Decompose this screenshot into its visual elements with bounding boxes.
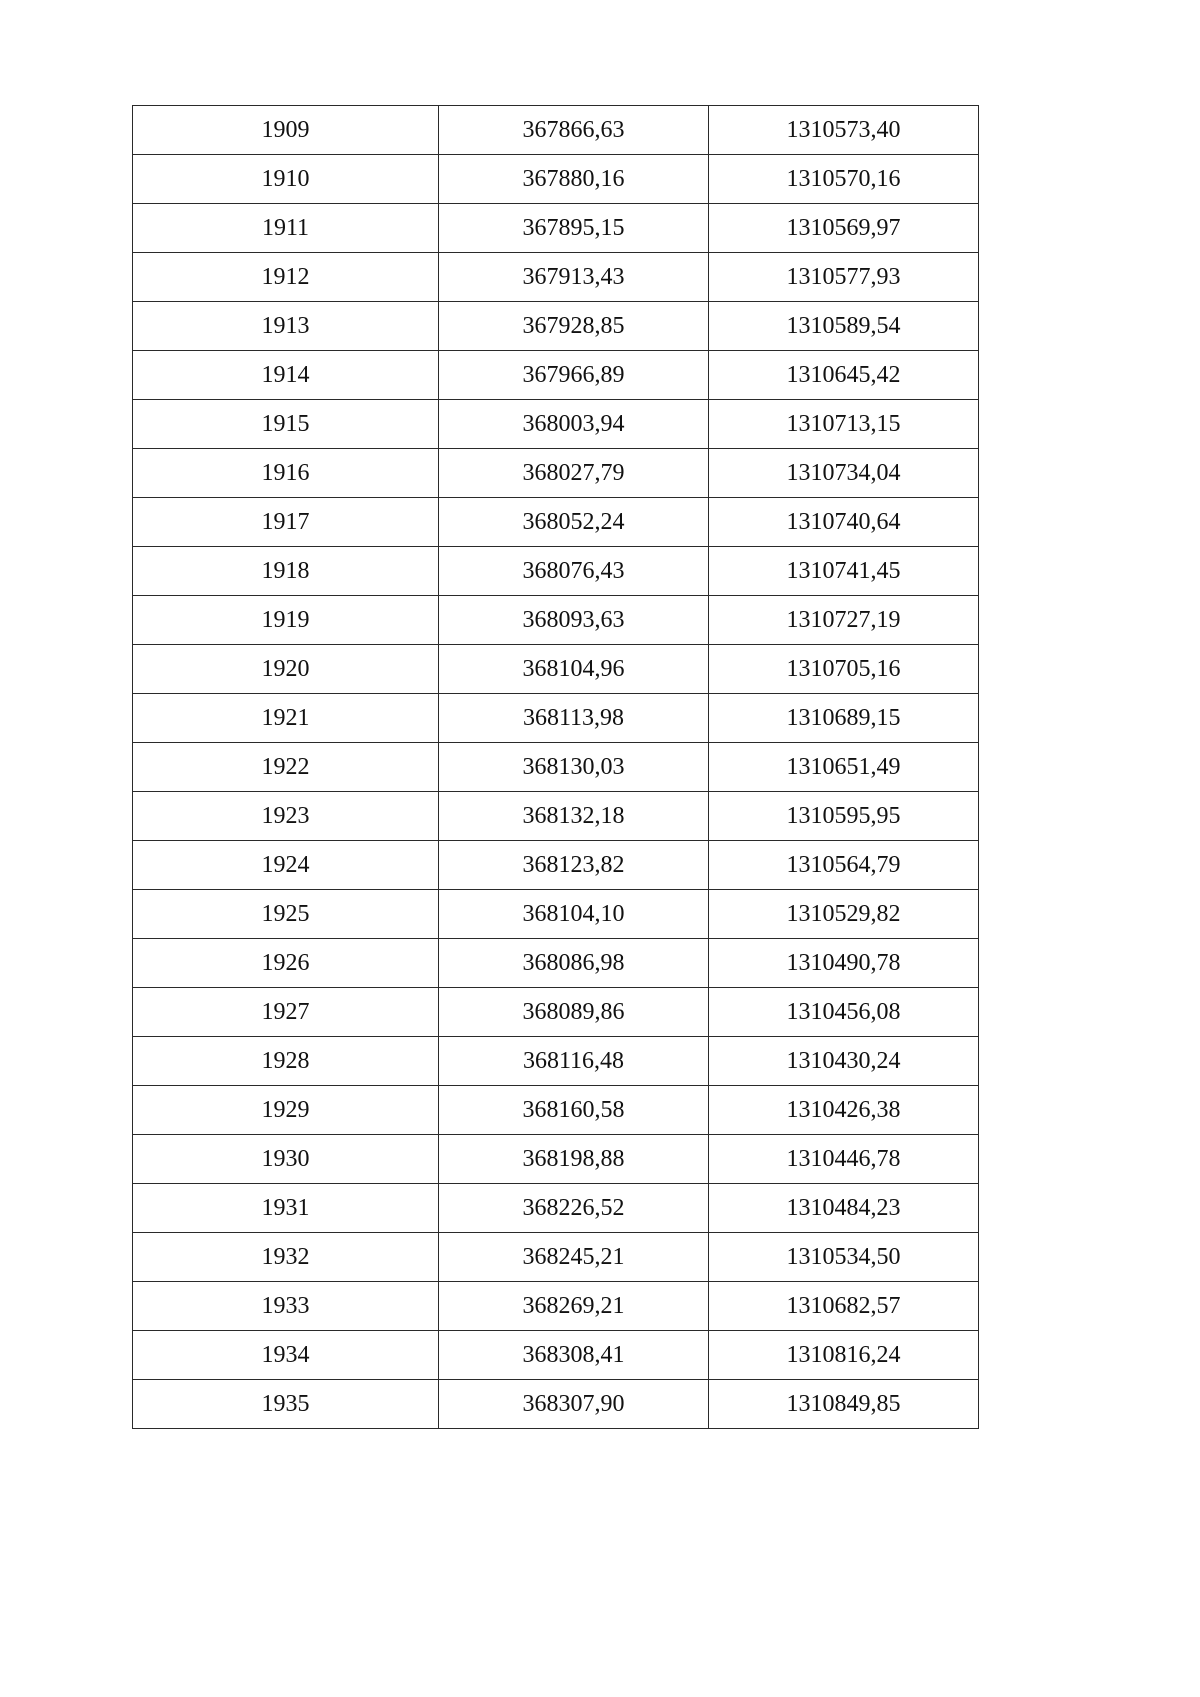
point-number-cell: 1926 <box>133 939 439 988</box>
y-coordinate-cell: 1310564,79 <box>709 841 979 890</box>
y-coordinate-cell: 1310741,45 <box>709 547 979 596</box>
y-coordinate-cell: 1310713,15 <box>709 400 979 449</box>
point-number-cell: 1935 <box>133 1380 439 1429</box>
table-row <box>133 841 979 890</box>
x-coordinate-cell: 368093,63 <box>439 596 709 645</box>
table-row <box>133 645 979 694</box>
point-number-cell: 1918 <box>133 547 439 596</box>
x-coordinate-cell: 368198,88 <box>439 1135 709 1184</box>
x-coordinate-cell: 368116,48 <box>439 1037 709 1086</box>
y-coordinate-cell: 1310740,64 <box>709 498 979 547</box>
table-row <box>133 449 979 498</box>
point-number-cell: 1909 <box>133 106 439 155</box>
x-coordinate-cell: 368123,82 <box>439 841 709 890</box>
point-number-cell: 1923 <box>133 792 439 841</box>
y-coordinate-cell: 1310734,04 <box>709 449 979 498</box>
table-row <box>133 939 979 988</box>
point-number-cell: 1922 <box>133 743 439 792</box>
x-coordinate-cell: 368245,21 <box>439 1233 709 1282</box>
y-coordinate-cell: 1310484,23 <box>709 1184 979 1233</box>
table-row <box>133 498 979 547</box>
table-row <box>133 596 979 645</box>
x-coordinate-cell: 368089,86 <box>439 988 709 1037</box>
point-number-cell: 1916 <box>133 449 439 498</box>
y-coordinate-cell: 1310570,16 <box>709 155 979 204</box>
y-coordinate-cell: 1310816,24 <box>709 1331 979 1380</box>
x-coordinate-cell: 368076,43 <box>439 547 709 596</box>
table-row <box>133 1282 979 1331</box>
x-coordinate-cell: 367966,89 <box>439 351 709 400</box>
table-row <box>133 1331 979 1380</box>
y-coordinate-cell: 1310529,82 <box>709 890 979 939</box>
point-number-cell: 1913 <box>133 302 439 351</box>
table-row <box>133 1135 979 1184</box>
point-number-cell: 1929 <box>133 1086 439 1135</box>
table-row <box>133 547 979 596</box>
y-coordinate-cell: 1310727,19 <box>709 596 979 645</box>
x-coordinate-cell: 367880,16 <box>439 155 709 204</box>
x-coordinate-cell: 368104,10 <box>439 890 709 939</box>
point-number-cell: 1914 <box>133 351 439 400</box>
x-coordinate-cell: 368086,98 <box>439 939 709 988</box>
table-row <box>133 890 979 939</box>
point-number-cell: 1931 <box>133 1184 439 1233</box>
x-coordinate-cell: 368307,90 <box>439 1380 709 1429</box>
point-number-cell: 1911 <box>133 204 439 253</box>
x-coordinate-cell: 368269,21 <box>439 1282 709 1331</box>
y-coordinate-cell: 1310689,15 <box>709 694 979 743</box>
y-coordinate-cell: 1310682,57 <box>709 1282 979 1331</box>
x-coordinate-cell: 368130,03 <box>439 743 709 792</box>
x-coordinate-cell: 367866,63 <box>439 106 709 155</box>
y-coordinate-cell: 1310534,50 <box>709 1233 979 1282</box>
table-row <box>133 1086 979 1135</box>
point-number-cell: 1920 <box>133 645 439 694</box>
point-number-cell: 1915 <box>133 400 439 449</box>
x-coordinate-cell: 368308,41 <box>439 1331 709 1380</box>
point-number-cell: 1924 <box>133 841 439 890</box>
table-row <box>133 204 979 253</box>
y-coordinate-cell: 1310490,78 <box>709 939 979 988</box>
x-coordinate-cell: 367928,85 <box>439 302 709 351</box>
point-number-cell: 1925 <box>133 890 439 939</box>
x-coordinate-cell: 368003,94 <box>439 400 709 449</box>
y-coordinate-cell: 1310849,85 <box>709 1380 979 1429</box>
table-row <box>133 106 979 155</box>
coordinates-table-body <box>133 106 979 1429</box>
point-number-cell: 1917 <box>133 498 439 547</box>
point-number-cell: 1927 <box>133 988 439 1037</box>
table-row <box>133 743 979 792</box>
point-number-cell: 1928 <box>133 1037 439 1086</box>
y-coordinate-cell: 1310430,24 <box>709 1037 979 1086</box>
y-coordinate-cell: 1310569,97 <box>709 204 979 253</box>
y-coordinate-cell: 1310651,49 <box>709 743 979 792</box>
x-coordinate-cell: 368226,52 <box>439 1184 709 1233</box>
y-coordinate-cell: 1310589,54 <box>709 302 979 351</box>
y-coordinate-cell: 1310573,40 <box>709 106 979 155</box>
table-row <box>133 792 979 841</box>
table-row <box>133 1037 979 1086</box>
table-row <box>133 253 979 302</box>
x-coordinate-cell: 368132,18 <box>439 792 709 841</box>
coordinates-table <box>132 105 979 1429</box>
y-coordinate-cell: 1310595,95 <box>709 792 979 841</box>
point-number-cell: 1930 <box>133 1135 439 1184</box>
table-row <box>133 400 979 449</box>
point-number-cell: 1932 <box>133 1233 439 1282</box>
x-coordinate-cell: 368052,24 <box>439 498 709 547</box>
x-coordinate-cell: 368160,58 <box>439 1086 709 1135</box>
x-coordinate-cell: 368113,98 <box>439 694 709 743</box>
point-number-cell: 1912 <box>133 253 439 302</box>
y-coordinate-cell: 1310426,38 <box>709 1086 979 1135</box>
y-coordinate-cell: 1310456,08 <box>709 988 979 1037</box>
y-coordinate-cell: 1310645,42 <box>709 351 979 400</box>
table-row <box>133 302 979 351</box>
point-number-cell: 1934 <box>133 1331 439 1380</box>
y-coordinate-cell: 1310705,16 <box>709 645 979 694</box>
x-coordinate-cell: 368027,79 <box>439 449 709 498</box>
x-coordinate-cell: 367895,15 <box>439 204 709 253</box>
table-row <box>133 1233 979 1282</box>
table-row <box>133 694 979 743</box>
table-row <box>133 155 979 204</box>
x-coordinate-cell: 368104,96 <box>439 645 709 694</box>
table-row <box>133 1184 979 1233</box>
point-number-cell: 1933 <box>133 1282 439 1331</box>
table-row <box>133 351 979 400</box>
point-number-cell: 1910 <box>133 155 439 204</box>
table-row <box>133 1380 979 1429</box>
x-coordinate-cell: 367913,43 <box>439 253 709 302</box>
table-row <box>133 988 979 1037</box>
point-number-cell: 1919 <box>133 596 439 645</box>
y-coordinate-cell: 1310577,93 <box>709 253 979 302</box>
y-coordinate-cell: 1310446,78 <box>709 1135 979 1184</box>
point-number-cell: 1921 <box>133 694 439 743</box>
